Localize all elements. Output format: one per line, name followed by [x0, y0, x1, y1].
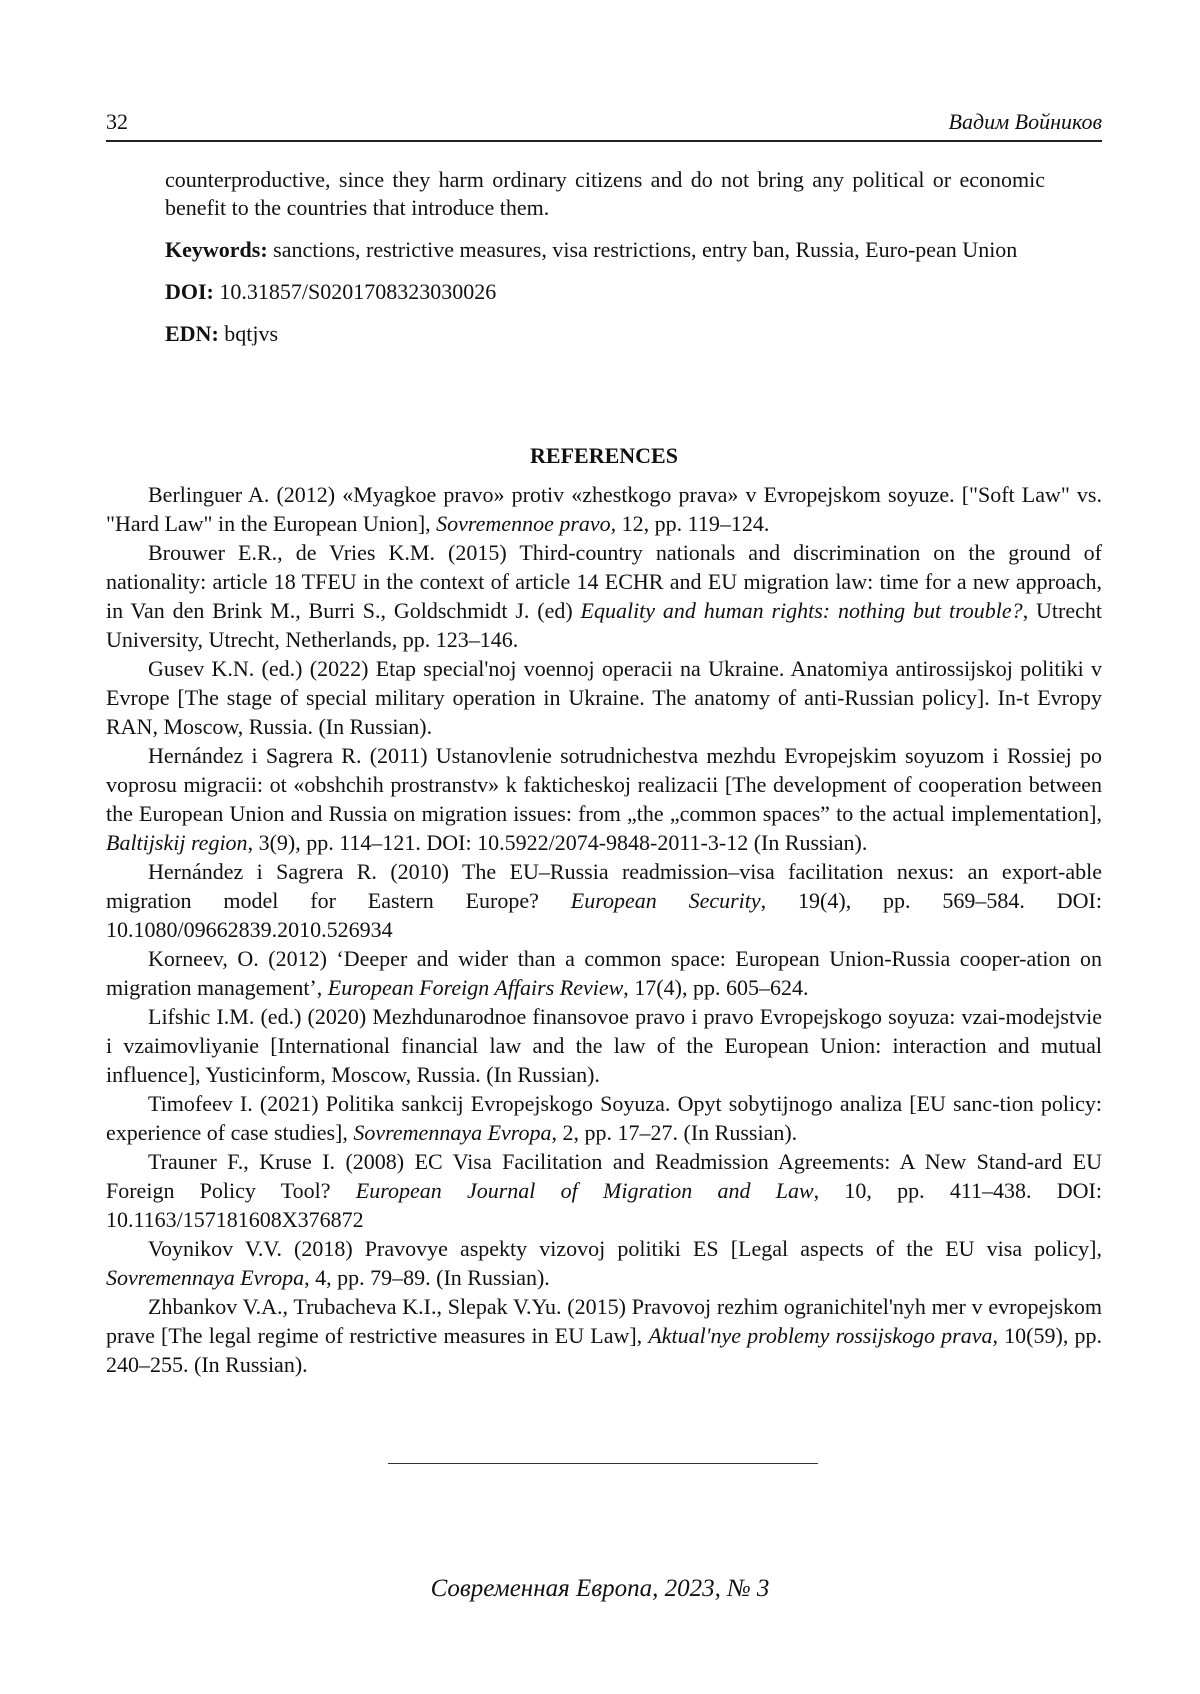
edn-line — [165, 320, 1045, 348]
ref-text: Korneev, O. (2012) ‘Deeper and wider than a common space: European Union-Russia cooper-ation on migration management’, — [106, 946, 1102, 1000]
ref-details: , 2, pp. 17–27. (In Russian). — [551, 1120, 798, 1145]
ref-source: European Foreign Affairs Review — [327, 975, 624, 1000]
edn-value: bqtjvs — [224, 321, 279, 346]
ref-source: European Journal of Migration and Law — [355, 1178, 814, 1203]
abstract-tail: counterproductive, since they harm ordinary citizens and do not bring any political or economic benefit to the countries that introduce them. — [165, 167, 1045, 220]
ref-details: , 10, pp. 411–438. DOI: 10.1163/157181608X376872 — [106, 1178, 1102, 1232]
ref-source: Sovremennoe pravo, — [436, 511, 617, 536]
doi-line — [165, 278, 1045, 306]
abstract-section — [165, 166, 1045, 362]
ref-text: Berlinguer A. (2012) «Myagkoe pravo» protiv «zhestkogo prava» v Evropejskom soyuze. ["Soft Law" vs. "Hard Law" in the European Union], — [106, 482, 1102, 536]
reference-item — [106, 1147, 1102, 1234]
journal-footer: Современная Европа, 2023, № 3 — [430, 1575, 770, 1602]
reference-item — [106, 654, 1102, 741]
doi-label: DOI: — [165, 279, 214, 304]
doi-value: 10.31857/S0201708323030026 — [219, 279, 497, 304]
page-number: 32 — [106, 109, 128, 134]
reference-item — [106, 1292, 1102, 1379]
keywords-label: Keywords: — [165, 237, 268, 262]
ref-source: Aktual'nye problemy rossijskogo prava — [648, 1323, 993, 1348]
reference-item — [106, 1234, 1102, 1292]
ref-text: Zhbankov V.A., Trubacheva K.I., Slepak V.Yu. (2015) Pravovoj rezhim ogranichitel'nyh mer v evropejskom prave [The legal regime of restrictive measures in EU Law], — [106, 1294, 1102, 1348]
ref-details: 12, pp. 119–124. — [616, 511, 770, 536]
running-head-author: Вадим Войников — [948, 109, 1102, 134]
ref-source: European Security — [570, 888, 761, 913]
reference-item — [106, 480, 1102, 538]
ref-details: , 17(4), pp. 605–624. — [623, 975, 809, 1000]
reference-item — [106, 857, 1102, 944]
ref-text: Timofeev I. (2021) Politika sankcij Evropejskogo Soyuza. Opyt sobytijnogo analiza [EU sanc-tion policy: experience of case studies], — [106, 1091, 1102, 1145]
reference-item — [106, 538, 1102, 654]
ref-details: , 10(59), pp. 240–255. (In Russian). — [106, 1323, 1102, 1377]
ref-details: , 4, pp. 79–89. (In Russian). — [304, 1265, 550, 1290]
reference-item — [106, 1002, 1102, 1089]
ref-details: , 3(9), pp. 114–121. DOI: 10.5922/2074-9848-2011-3-12 (In Russian). — [247, 830, 868, 855]
ref-details: , 19(4), pp. 569–584. DOI: 10.1080/09662839.2010.526934 — [106, 888, 1102, 942]
ref-text: Trauner F., Kruse I. (2008) EC Visa Facilitation and Readmission Agreements: A New Stand-ard EU Foreign Policy Tool? — [106, 1149, 1102, 1203]
edn-label: EDN: — [165, 321, 219, 346]
keywords-value: sanctions, restrictive measures, visa restrictions, entry ban, Russia, Euro-pean Union — [273, 237, 1018, 262]
ref-text: Hernández i Sagrera R. (2011) Ustanovlenie sotrudnichestva mezhdu Evropejskim soyuzom i Rossiej po voprosu migracii: ot «obshchih prostranstv» k fakticheskoj realizacii [The development of cooperation between the European Union and Russia on migration issues: from „the „common spaces” to the actual implementation], — [106, 743, 1102, 826]
references-list — [106, 480, 1102, 1379]
keywords-line — [165, 236, 1045, 264]
ref-text: Hernández i Sagrera R. (2010) The EU–Russia readmission–visa facilitation nexus: an export-able migration model for Eastern Europe? — [106, 859, 1102, 913]
ref-source: Equality and human rights: nothing but trouble? — [580, 598, 1023, 623]
end-divider — [388, 1463, 818, 1464]
ref-source: Baltijskij region — [106, 830, 248, 855]
ref-text: Lifshic I.M. (ed.) (2020) Mezhdunarodnoe finansovoe pravo i pravo Evropejskogo soyuza: vzai-modejstvie i vzaimovliyanie [International financial law and the law of the European Union: interaction and mutual influence], Yusticinform, Moscow, Russia. (In Russian). — [106, 1004, 1102, 1087]
ref-details: , Utrecht University, Utrecht, Netherlands, pp. 123–146. — [106, 598, 1102, 652]
references-heading: REFERENCES — [530, 443, 678, 468]
ref-source: Sovremennaya Evropa — [106, 1265, 305, 1290]
ref-text: Gusev K.N. (ed.) (2022) Etap special'noj voennoj operacii na Ukraine. Anatomiya antirossijskoj politiki v Evrope [The stage of special military operation in Ukraine. The anatomy of anti-Russian policy]. In-t Evropy RAN, Moscow, Russia. (In Russian). — [106, 656, 1102, 739]
page-header — [106, 104, 1102, 142]
reference-item — [106, 944, 1102, 1002]
ref-text: Voynikov V.V. (2018) Pravovye aspekty vizovoj politiki ES [Legal aspects of the EU visa policy], — [148, 1236, 1102, 1261]
ref-text: Brouwer E.R., de Vries K.M. (2015) Third-country nationals and discrimination on the ground of nationality: article 18 TFEU in the context of article 14 ECHR and EU migration law: time for a new approach, in Van den Brink M., Burri S., Goldschmidt J. (ed) — [106, 540, 1102, 623]
ref-source: Sovremennaya Evropa — [353, 1120, 552, 1145]
reference-item — [106, 1089, 1102, 1147]
reference-item — [106, 741, 1102, 857]
